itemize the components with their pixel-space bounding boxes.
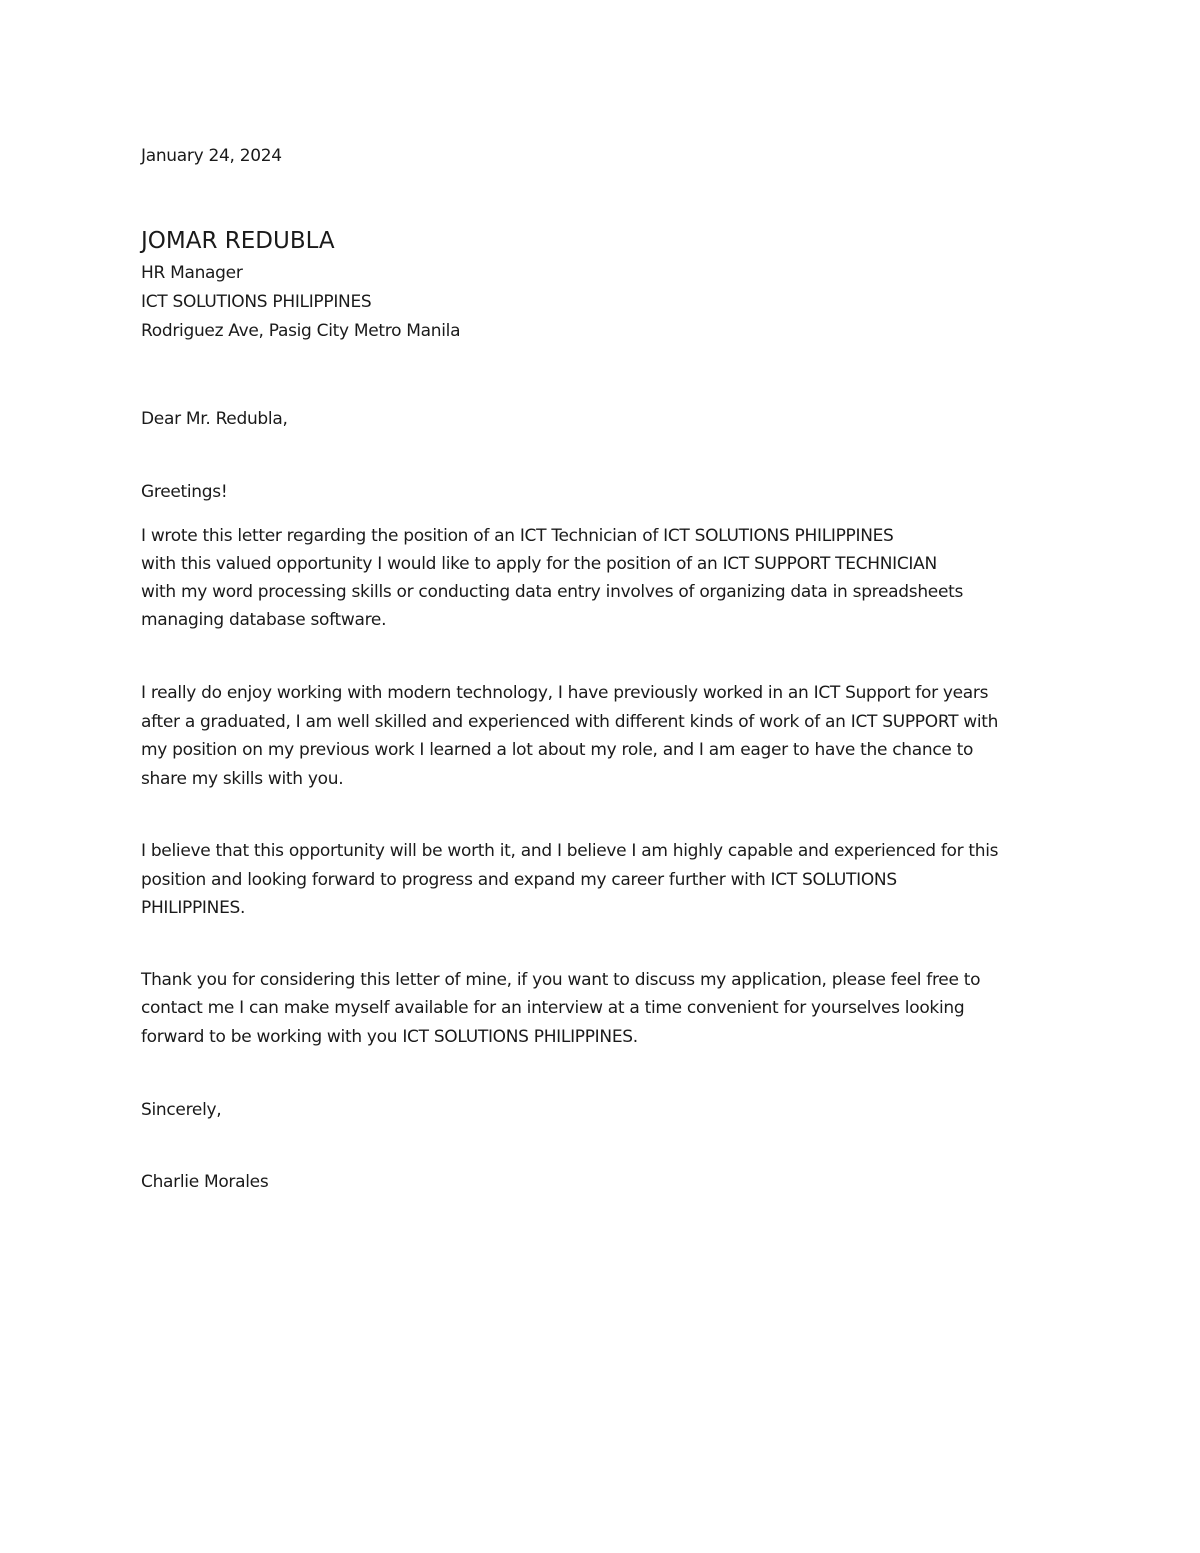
paragraph-line: share my skills with you. [141,769,344,789]
paragraph-line: managing database software. [141,610,387,630]
closing: Sincerely, [141,1100,222,1120]
recipient-address: Rodriguez Ave, Pasig City Metro Manila [141,321,461,341]
paragraph-line: with this valued opportunity I would like to apply for the position of an ICT SUPPORT TECHNICIAN [141,554,937,574]
paragraph-line: I believe that this opportunity will be worth it, and I believe I am highly capable and experienced for this [141,841,999,861]
recipient-name: JOMAR REDUBLA [141,228,335,254]
salutation: Dear Mr. Redubla, [141,409,288,429]
paragraph-line: I really do enjoy working with modern technology, I have previously worked in an ICT Support for years [141,683,989,703]
recipient-title: HR Manager [141,263,243,283]
recipient-company: ICT SOLUTIONS PHILIPPINES [141,292,372,312]
paragraph-line: after a graduated, I am well skilled and experienced with different kinds of work of an ICT SUPPORT with [141,712,999,732]
letter-date: January 24, 2024 [141,146,282,166]
paragraph-line: forward to be working with you ICT SOLUTIONS PHILIPPINES. [141,1027,638,1047]
paragraph-line: PHILIPPINES. [141,898,246,918]
paragraph-line: contact me I can make myself available for an interview at a time convenient for yourselves looking [141,998,965,1018]
signature-name: Charlie Morales [141,1172,269,1192]
paragraph-line: my position on my previous work I learned a lot about my role, and I am eager to have the chance to [141,740,974,760]
greeting: Greetings! [141,482,228,502]
paragraph-line: with my word processing skills or conducting data entry involves of organizing data in spreadsheets [141,582,964,602]
paragraph-line: I wrote this letter regarding the position of an ICT Technician of ICT SOLUTIONS PHILIPPINES [141,526,894,546]
paragraph-line: position and looking forward to progress and expand my career further with ICT SOLUTIONS [141,870,897,890]
paragraph-line: Thank you for considering this letter of mine, if you want to discuss my application, please feel free to [141,970,981,990]
